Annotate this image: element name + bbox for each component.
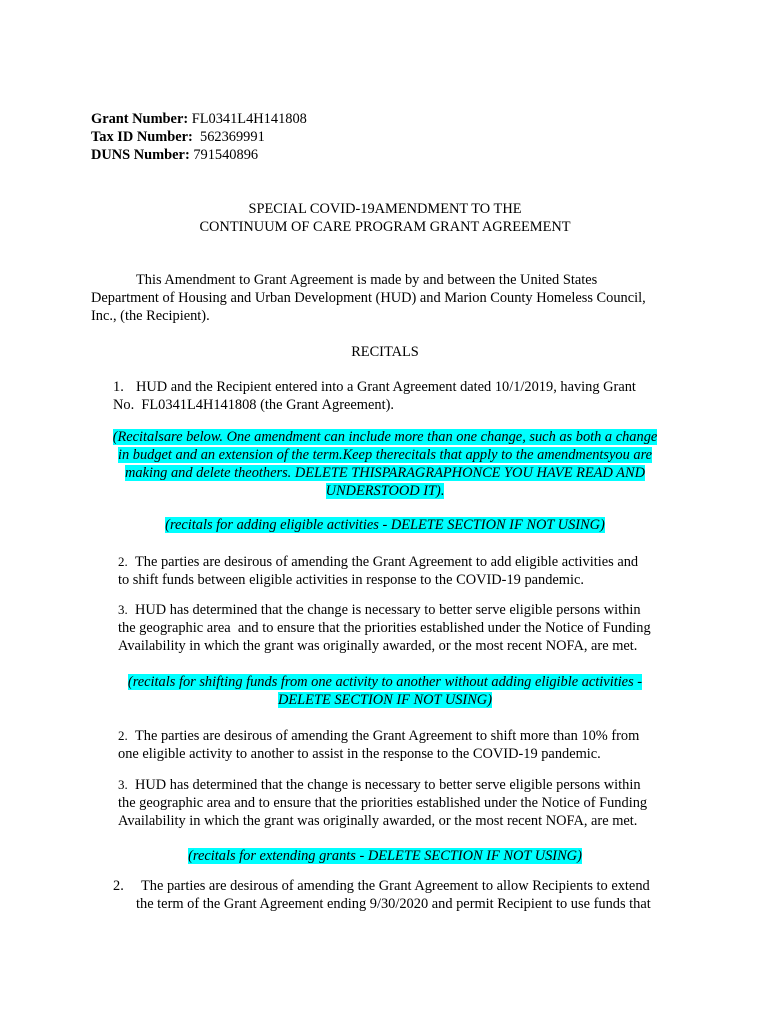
section-add-r2-line-2: to shift funds between eligible activities in response to the COVID-19 pandemic. (118, 572, 584, 588)
instruction-line-4: UNDERSTOOD IT). (325, 483, 445, 499)
intro-line-3: Inc., (the Recipient). (91, 308, 210, 324)
instruction-line-3: making and delete theothers. DELETE THISPARAGRAPHONCE YOU HAVE READ AND (125, 465, 645, 481)
tax-id-value: 562369991 (192, 129, 265, 145)
instruction-line-2: in budget and an extension of the term.Keep therecitals that apply to the amendmentsyou are (117, 447, 653, 463)
section-extend-r2-line-1: The parties are desirous of amending the Grant Agreement to allow Recipients to extend (141, 878, 650, 894)
section-shift-recital-2 (118, 727, 639, 763)
section-shift-r3-line-2: the geographic area and to ensure that the priorities established under the Notice of Funding (118, 795, 648, 811)
duns-value: 791540896 (189, 147, 259, 163)
section-add-note-text: (recitals for adding eligible activities - DELETE SECTION IF NOT USING) (165, 517, 605, 533)
section-add-r2-line-1: The parties are desirous of amending the Grant Agreement to add eligible activities and (135, 554, 639, 570)
title-line-1: SPECIAL COVID-19AMENDMENT TO THE (248, 201, 522, 217)
section-add-note (0, 516, 770, 534)
section-shift-r2-number: 2. (118, 728, 128, 743)
section-shift-note-line-2: DELETE SECTION IF NOT USING) (277, 692, 492, 708)
grant-number-line (91, 110, 307, 128)
section-shift-r2-line-2: one eligible activity to another to assist in the response to the COVID-19 pandemic. (118, 746, 601, 762)
document-title (0, 200, 770, 236)
instruction-note (60, 428, 710, 500)
instruction-line-1: (Recitalsare below. One amendment can include more than one change, such as both a change (112, 429, 658, 445)
grant-identifiers (91, 110, 307, 164)
section-shift-note (60, 673, 710, 709)
section-shift-r2-line-1: The parties are desirous of amending the Grant Agreement to shift more than 10% from (135, 728, 640, 744)
section-shift-r3-line-3: Availability in which the grant was originally awarded, or the most recent NOFA, are met. (118, 813, 638, 829)
grant-number-label: Grant Number: (91, 111, 189, 127)
recital-1-number: 1. (113, 379, 124, 395)
section-extend-r2-line-2: the term of the Grant Agreement ending 9/30/2020 and permit Recipient to use funds that (136, 896, 651, 912)
duns-label: DUNS Number: (91, 147, 190, 163)
section-extend-note-text: (recitals for extending grants - DELETE SECTION IF NOT USING) (188, 848, 582, 864)
section-add-recital-3 (118, 601, 651, 655)
section-add-r3-line-3: Availability in which the grant was originally awarded, or the most recent NOFA, are met. (118, 638, 638, 654)
section-shift-r3-line-1: HUD has determined that the change is necessary to better serve eligible persons within (135, 777, 641, 793)
section-add-r3-number: 3. (118, 602, 128, 617)
section-add-r3-line-2: the geographic area and to ensure that the priorities established under the Notice of Funding (118, 620, 651, 636)
recital-1 (113, 378, 636, 414)
title-line-2: CONTINUUM OF CARE PROGRAM GRANT AGREEMENT (199, 219, 571, 235)
section-extend-r2-number: 2. (113, 878, 124, 894)
tax-id-line (91, 128, 307, 146)
section-add-r3-line-1: HUD has determined that the change is necessary to better serve eligible persons within (135, 602, 641, 618)
section-shift-r3-number: 3. (118, 777, 128, 792)
intro-line-1: This Amendment to Grant Agreement is made by and between the United States (136, 272, 598, 288)
section-extend-recital-2 (113, 877, 651, 913)
grant-number-value: FL0341L4H141808 (188, 111, 307, 127)
recital-1-line-1: HUD and the Recipient entered into a Grant Agreement dated 10/1/2019, having Grant (136, 379, 636, 395)
section-extend-note (0, 847, 770, 865)
section-shift-recital-3 (118, 776, 647, 830)
section-add-r2-number: 2. (118, 554, 128, 569)
recitals-heading: RECITALS (351, 344, 419, 360)
section-add-recital-2 (118, 553, 638, 589)
intro-line-2: Department of Housing and Urban Development (HUD) and Marion County Homeless Council, (91, 290, 646, 306)
recital-1-line-2: No. FL0341L4H141808 (the Grant Agreement). (113, 397, 394, 413)
intro-paragraph (91, 271, 681, 325)
duns-line (91, 146, 307, 164)
section-shift-note-line-1: (recitals for shifting funds from one activity to another without adding eligible activities - (127, 674, 643, 690)
tax-id-label: Tax ID Number: (91, 129, 193, 145)
